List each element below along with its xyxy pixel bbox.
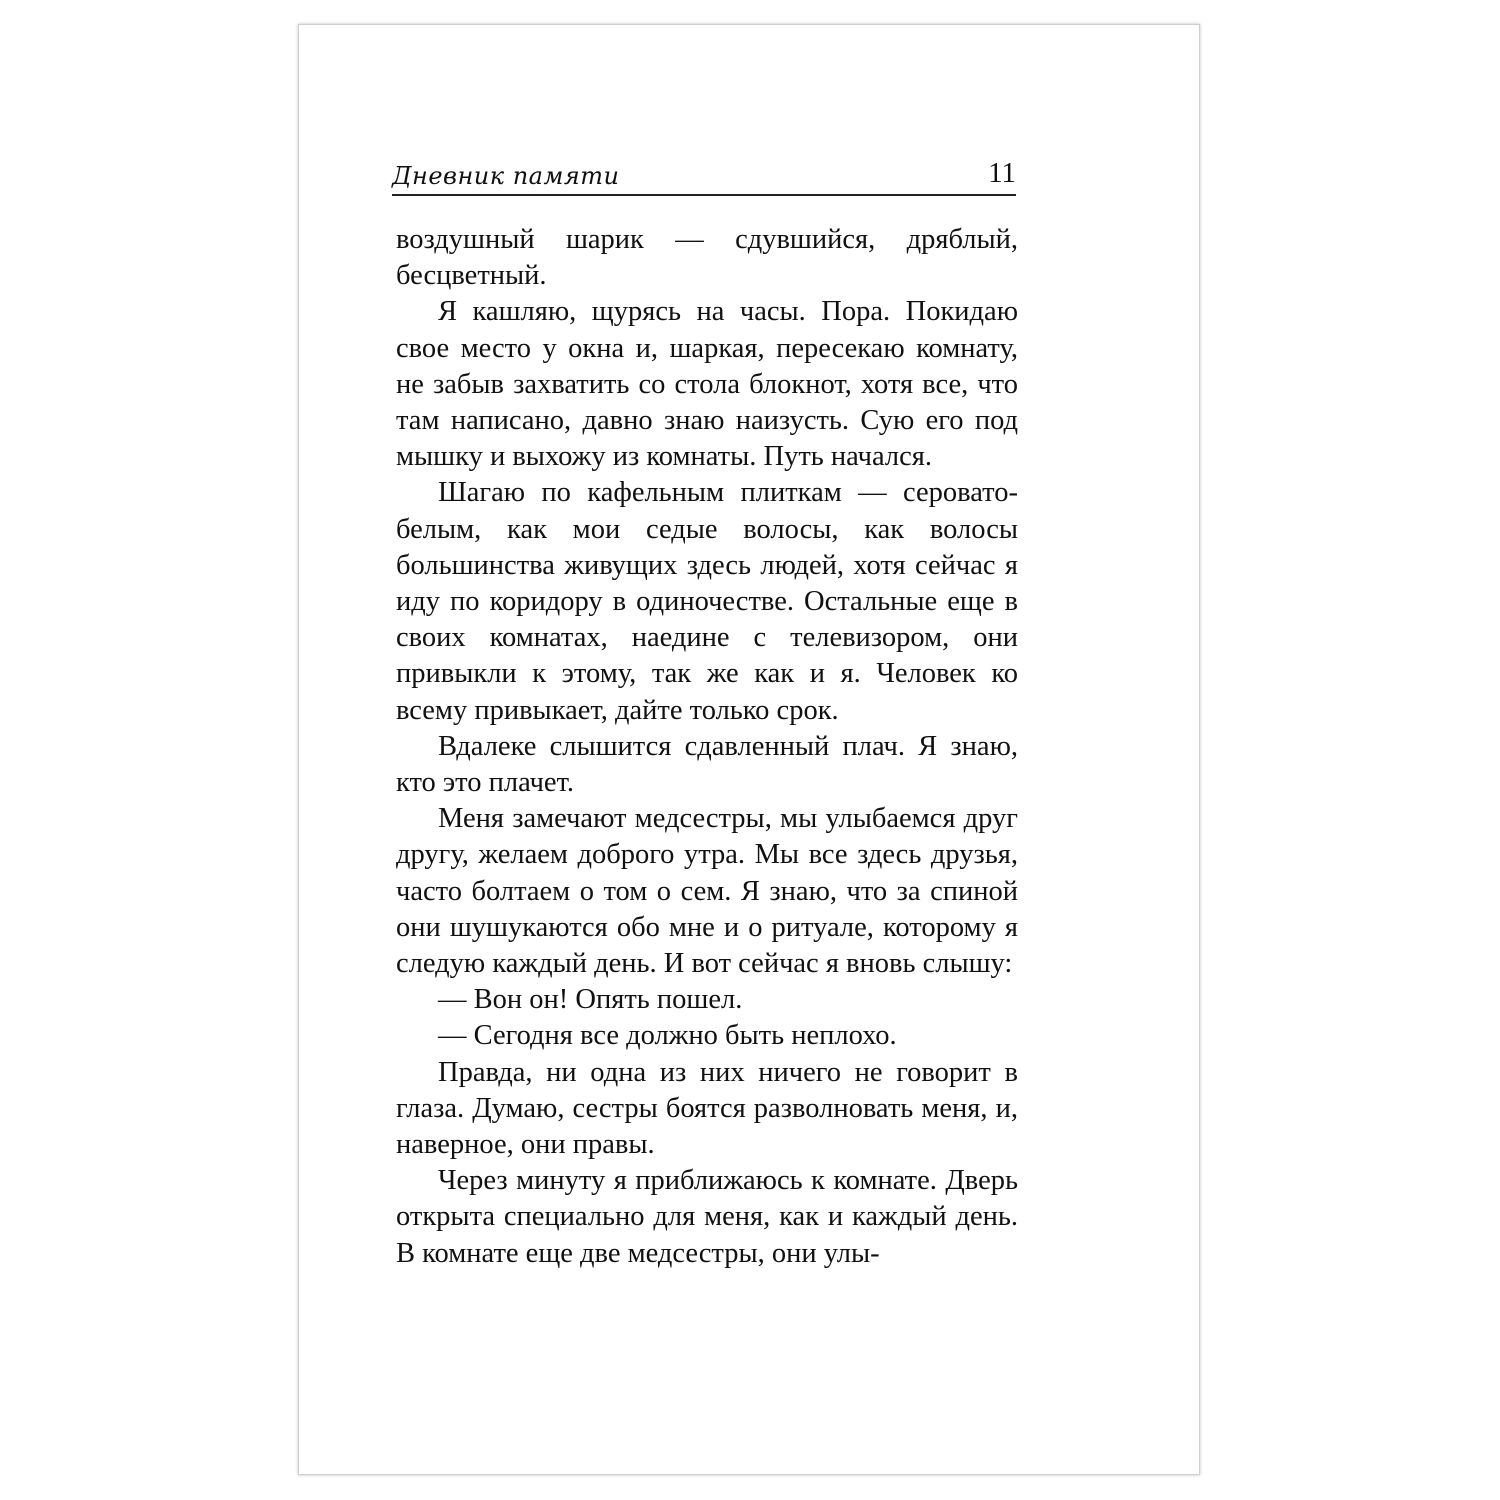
running-head bbox=[392, 150, 1016, 196]
paragraph: воздушный шарик — сдувшийся, дряблый, бесцветный. bbox=[396, 224, 1018, 292]
paragraph: Вдалеке слышится сдавленный плач. Я знаю, кто это плачет. bbox=[396, 730, 1018, 799]
dialogue-line: — Сегодня все должно быть неплохо. bbox=[438, 1020, 897, 1052]
paragraph: Правда, ни одна из них ничего не говорит в глаза. Думаю, сестры боятся разволновать меня, и, наверное, они правы. bbox=[396, 1056, 1018, 1161]
running-title: Дневник памяти bbox=[392, 162, 620, 190]
body-text bbox=[396, 222, 1018, 1272]
paragraph: Меня замечают медсестры, мы улыбаемся друг другу, желаем доброго утра. Мы все здесь друзья, часто болтаем о том о сем. Я знаю, что за спиной они шушукаются обо мне и о ритуале, которому я следую каждый день. И вот сейчас я вновь слышу: bbox=[396, 803, 1018, 980]
dialogue-line: — Вон он! Опять пошел. bbox=[438, 984, 743, 1016]
page-number: 11 bbox=[988, 157, 1016, 189]
paragraph: Шагаю по кафельным плиткам — серовато-белым, как мои седые волосы, как волосы большинства живущих здесь людей, хотя сейчас я иду по коридору в одиночестве. Остальные еще в своих комнатах, наедине с телевизором, они привыкли к этому, так же как и я. Человек ко всему привыкает, дайте только срок. bbox=[396, 477, 1018, 726]
paragraph: Через минуту я приближаюсь к комнате. Дверь открыта специально для меня, как и каждый день. В комнате еще две медсестры, они улы- bbox=[396, 1165, 1018, 1269]
paragraph: Я кашляю, щурясь на часы. Пора. Покидаю свое место у окна и, шаркая, пересекаю комнату, не забыв захватить со стола блокнот, хотя все, что там написано, давно знаю наизусть. Сую его под мышку и выхожу из комнаты. Путь начался. bbox=[396, 296, 1018, 473]
